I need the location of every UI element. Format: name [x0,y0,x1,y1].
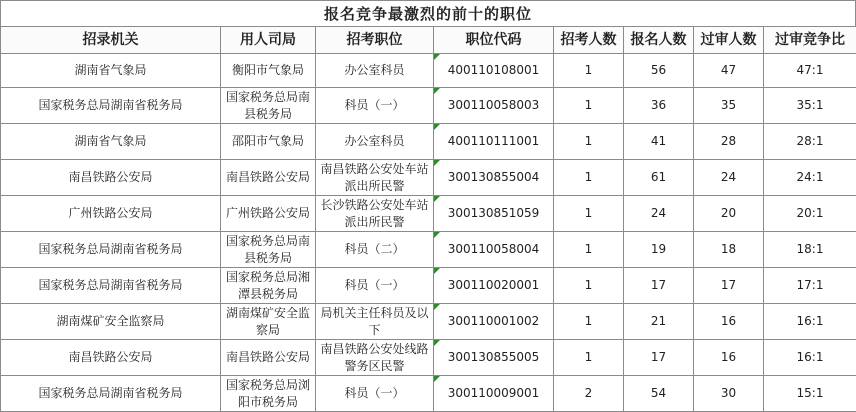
cell-department-text: 南昌铁路公安局 [222,169,314,186]
cell-approved-count-text: 20 [717,205,740,222]
cell-approved-count [694,376,764,412]
cell-position-text: 办公室科员 [340,62,408,79]
cell-position-code-text: 300110020001 [444,277,544,294]
cell-agency [1,160,221,196]
cell-competition-ratio [764,160,856,196]
cell-approved-count [694,268,764,304]
cell-applicant-count-text: 17 [647,349,670,366]
table-row [1,376,856,412]
text-format-marker-icon [434,268,440,274]
cell-agency [1,376,221,412]
cell-competition-ratio [764,376,856,412]
cell-applicant-count [624,196,694,232]
cell-position-code-text: 300130855005 [444,349,544,366]
cell-approved-count [694,160,764,196]
cell-position-code-text: 300110058004 [444,241,544,258]
cell-agency [1,124,221,160]
cell-applicant-count-text: 56 [647,62,670,79]
cell-approved-count [694,196,764,232]
cell-position-code [434,340,554,376]
cell-position [316,268,434,304]
cell-department [221,340,316,376]
cell-approved-count [694,340,764,376]
cell-recruit-count [554,88,624,124]
cell-approved-count-text: 47 [717,62,740,79]
cell-department-text: 湖南煤矿安全监察局 [221,305,315,339]
header-recruit-count: 招考人数 [554,27,624,54]
cell-applicant-count [624,340,694,376]
cell-department-text: 衡阳市气象局 [228,62,308,79]
cell-agency-text: 国家税务总局湖南省税务局 [34,277,186,294]
cell-department-text: 邵阳市气象局 [228,133,308,150]
cell-position-text: 南昌铁路公安处线路警务区民警 [316,341,433,375]
cell-competition-ratio [764,54,856,88]
cell-position-code [434,304,554,340]
cell-agency [1,232,221,268]
table-row [1,160,856,196]
cell-applicant-count [624,232,694,268]
text-format-marker-icon [434,160,440,166]
cell-recruit-count-text: 1 [581,97,597,114]
cell-agency [1,268,221,304]
cell-competition-ratio [764,88,856,124]
cell-approved-count [694,124,764,160]
table-row [1,232,856,268]
cell-applicant-count-text: 41 [647,133,670,150]
cell-recruit-count [554,232,624,268]
cell-recruit-count-text: 2 [581,385,597,402]
cell-competition-ratio [764,304,856,340]
cell-department-text: 国家税务总局湘潭县税务局 [221,269,315,303]
header-agency: 招录机关 [1,27,221,54]
cell-position-text: 科员（一） [340,97,408,114]
cell-recruit-count [554,54,624,88]
cell-agency-text: 湖南煤矿安全监察局 [52,313,168,330]
cell-applicant-count-text: 61 [647,169,670,186]
cell-approved-count-text: 16 [717,349,740,366]
cell-agency-text: 南昌铁路公安局 [64,169,156,186]
cell-position-text: 长沙铁路公安处车站派出所民警 [316,197,433,231]
header-competition-ratio: 过审竞争比 [764,27,856,54]
cell-agency [1,196,221,232]
header-position-code: 职位代码 [434,27,554,54]
cell-applicant-count [624,268,694,304]
cell-position [316,304,434,340]
cell-position [316,376,434,412]
cell-position-text: 局机关主任科员及以下 [316,305,433,339]
cell-competition-ratio-text: 17:1 [793,277,828,294]
cell-position-text: 科员（一） [340,277,408,294]
cell-department [221,376,316,412]
cell-recruit-count-text: 1 [581,133,597,150]
cell-competition-ratio [764,340,856,376]
cell-applicant-count-text: 36 [647,97,670,114]
cell-applicant-count [624,376,694,412]
cell-agency-text: 国家税务总局湖南省税务局 [34,385,186,402]
text-format-marker-icon [434,340,440,346]
cell-recruit-count [554,304,624,340]
text-format-marker-icon [434,124,440,130]
cell-department [221,268,316,304]
table-row [1,88,856,124]
cell-position-code-text: 400110108001 [444,62,544,79]
cell-competition-ratio-text: 16:1 [793,313,828,330]
cell-applicant-count [624,54,694,88]
cell-agency [1,304,221,340]
header-applicant-count: 报名人数 [624,27,694,54]
cell-recruit-count [554,160,624,196]
cell-agency-text: 南昌铁路公安局 [64,349,156,366]
cell-position [316,196,434,232]
text-format-marker-icon [434,232,440,238]
cell-agency-text: 国家税务总局湖南省税务局 [34,241,186,258]
cell-agency [1,340,221,376]
cell-position-text: 南昌铁路公安处车站派出所民警 [316,161,433,195]
cell-recruit-count-text: 1 [581,349,597,366]
cell-recruit-count [554,124,624,160]
cell-department [221,196,316,232]
cell-recruit-count [554,340,624,376]
cell-approved-count [694,88,764,124]
text-format-marker-icon [434,304,440,310]
cell-position-code-text: 300110001002 [444,313,544,330]
cell-agency-text: 湖南省气象局 [70,133,150,150]
cell-department-text: 南昌铁路公安局 [222,349,314,366]
cell-department [221,232,316,268]
cell-competition-ratio-text: 47:1 [793,62,828,79]
text-format-marker-icon [434,376,440,382]
cell-recruit-count-text: 1 [581,277,597,294]
cell-department [221,54,316,88]
text-format-marker-icon [434,88,440,94]
cell-competition-ratio-text: 24:1 [793,169,828,186]
cell-position-code-text: 300130855004 [444,169,544,186]
cell-position [316,340,434,376]
cell-applicant-count [624,160,694,196]
cell-position [316,124,434,160]
cell-agency-text: 国家税务总局湖南省税务局 [34,97,186,114]
table-row [1,268,856,304]
cell-competition-ratio-text: 35:1 [793,97,828,114]
cell-competition-ratio [764,124,856,160]
cell-department-text: 国家税务总局浏阳市税务局 [221,377,315,411]
cell-position-code-text: 300110009001 [444,385,544,402]
cell-position [316,160,434,196]
table-row [1,340,856,376]
cell-approved-count-text: 35 [717,97,740,114]
cell-position-code [434,54,554,88]
cell-position-code [434,160,554,196]
header-row [1,27,856,54]
header-department: 用人司局 [221,27,316,54]
cell-position-code [434,376,554,412]
cell-department [221,88,316,124]
cell-competition-ratio-text: 15:1 [793,385,828,402]
header-position: 招考职位 [316,27,434,54]
cell-position-code-text: 300130851059 [444,205,544,222]
cell-department [221,124,316,160]
cell-department-text: 国家税务总局南县税务局 [221,233,315,267]
cell-competition-ratio-text: 28:1 [793,133,828,150]
cell-position [316,88,434,124]
cell-position-code [434,232,554,268]
header-approved-count: 过审人数 [694,27,764,54]
cell-recruit-count-text: 1 [581,241,597,258]
cell-position-code-text: 300110058003 [444,97,544,114]
cell-approved-count-text: 18 [717,241,740,258]
table-row [1,196,856,232]
cell-department-text: 广州铁路公安局 [222,205,314,222]
cell-agency [1,88,221,124]
table-row [1,124,856,160]
cell-position [316,232,434,268]
cell-agency [1,54,221,88]
cell-applicant-count [624,88,694,124]
cell-applicant-count-text: 17 [647,277,670,294]
cell-competition-ratio [764,232,856,268]
cell-department-text: 国家税务总局南县税务局 [221,89,315,123]
cell-department [221,160,316,196]
cell-applicant-count-text: 24 [647,205,670,222]
cell-approved-count-text: 16 [717,313,740,330]
cell-position-code [434,196,554,232]
cell-position-text: 科员（一） [340,385,408,402]
cell-position-code-text: 400110111001 [444,133,544,150]
cell-recruit-count-text: 1 [581,62,597,79]
cell-position-code [434,88,554,124]
cell-agency-text: 湖南省气象局 [70,62,150,79]
cell-approved-count-text: 30 [717,385,740,402]
table-row [1,54,856,88]
cell-applicant-count [624,304,694,340]
cell-competition-ratio-text: 16:1 [793,349,828,366]
cell-recruit-count-text: 1 [581,169,597,186]
cell-recruit-count [554,268,624,304]
table-title: 报名竞争最激烈的前十的职位 [0,0,856,26]
cell-applicant-count-text: 19 [647,241,670,258]
cell-recruit-count [554,376,624,412]
cell-approved-count [694,232,764,268]
cell-recruit-count [554,196,624,232]
cell-competition-ratio [764,268,856,304]
cell-competition-ratio [764,196,856,232]
table-row [1,304,856,340]
cell-approved-count [694,304,764,340]
cell-agency-text: 广州铁路公安局 [64,205,156,222]
cell-applicant-count-text: 54 [647,385,670,402]
cell-approved-count [694,54,764,88]
positions-table [0,26,856,412]
text-format-marker-icon [434,54,440,60]
cell-position-code [434,124,554,160]
cell-position-code [434,268,554,304]
cell-position-text: 科员（二） [340,241,408,258]
cell-department [221,304,316,340]
cell-competition-ratio-text: 18:1 [793,241,828,258]
cell-approved-count-text: 28 [717,133,740,150]
cell-recruit-count-text: 1 [581,313,597,330]
cell-recruit-count-text: 1 [581,205,597,222]
cell-position-text: 办公室科员 [340,133,408,150]
cell-applicant-count [624,124,694,160]
cell-approved-count-text: 24 [717,169,740,186]
cell-applicant-count-text: 21 [647,313,670,330]
text-format-marker-icon [434,196,440,202]
cell-approved-count-text: 17 [717,277,740,294]
cell-competition-ratio-text: 20:1 [793,205,828,222]
cell-position [316,54,434,88]
